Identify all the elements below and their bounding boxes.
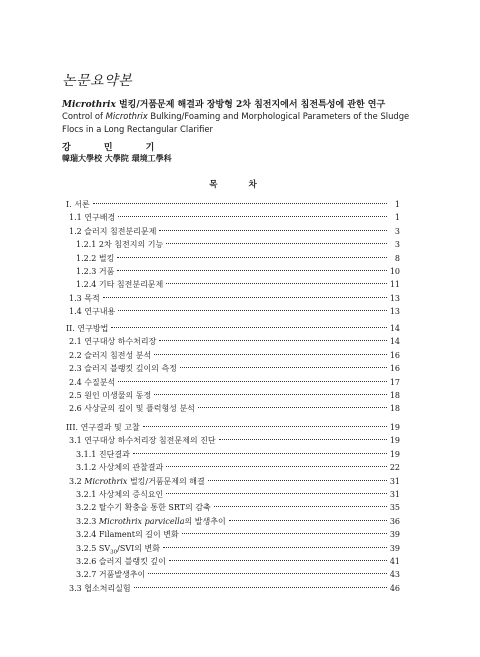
- toc-leader-dots: [133, 453, 387, 454]
- toc-page-number: 46: [389, 583, 400, 593]
- toc-leader-dots: [166, 283, 387, 284]
- toc-entry-label-sub: 30: [110, 549, 118, 556]
- toc-leader-dots: [169, 560, 387, 561]
- toc-entry-label-pre: 3.2: [69, 476, 85, 486]
- toc-entry[interactable]: [66, 461, 400, 474]
- toc-entry[interactable]: [66, 238, 400, 251]
- toc-page-number: 3: [394, 240, 400, 250]
- toc-entry-label-italic: Microthrix parvicella: [98, 516, 185, 526]
- toc-page-number: 43: [389, 570, 400, 580]
- toc-entry[interactable]: [66, 376, 400, 389]
- toc-entry[interactable]: [66, 568, 400, 581]
- toc-page-number: 17: [389, 377, 400, 387]
- toc-page-number: 22: [389, 463, 400, 473]
- toc-entry-label-post: 벌킹/거품문제의 해결: [127, 476, 205, 486]
- toc-entry[interactable]: [66, 555, 400, 568]
- toc-page-number: 39: [389, 543, 400, 553]
- korean-title-italic: Microthrix: [62, 100, 116, 110]
- toc-entry-label-post: 의 발생추이: [184, 516, 226, 526]
- korean-title-rest: 벌킹/거품문제 해결과 장방형 2차 침전지에서 침전특성에 관한 연구: [115, 100, 386, 110]
- toc-entry[interactable]: [66, 322, 400, 335]
- toc-section-3: [66, 421, 400, 595]
- toc-page-number: 16: [389, 350, 400, 360]
- toc-entry-label: 3.2.7 거품발생추이: [76, 570, 146, 580]
- english-title-line2: Flocs in a Long Rectangular Clarifier: [62, 124, 213, 134]
- toc-entry-label: 1.2.4 기타 침전분리문제: [76, 280, 164, 290]
- toc-entry[interactable]: [66, 402, 400, 415]
- toc-leader-dots: [148, 573, 387, 574]
- toc-page-number: 1: [394, 200, 400, 209]
- toc-leader-dots: [118, 216, 387, 217]
- toc-entry[interactable]: [66, 389, 400, 402]
- toc-page-number: 18: [389, 390, 400, 400]
- toc-leader-dots: [180, 367, 387, 368]
- toc-entry-label: [76, 515, 228, 528]
- toc-entry-label: III. 연구결과 및 고찰: [66, 423, 140, 432]
- toc-entry[interactable]: [66, 292, 400, 305]
- toc-leader-dots: [166, 243, 387, 244]
- toc-page-number: 16: [389, 364, 400, 374]
- toc-entry-label: 2.5 원인 미생물의 동정: [69, 390, 152, 400]
- affiliation: 韓瑞大學校 大學院 環境工學科: [62, 153, 172, 163]
- toc-entry[interactable]: [66, 515, 400, 528]
- english-title-line1: [62, 110, 412, 123]
- toc-page-number: 19: [389, 436, 400, 446]
- toc-page-number: 41: [389, 556, 400, 566]
- toc-entry-label: 1.2.1 2차 침전지의 기능: [76, 240, 164, 250]
- toc-page-number: 31: [389, 476, 400, 486]
- toc-entry-label-italic: Microthrix: [84, 476, 128, 486]
- toc-entry-label: 1.2.3 거품: [76, 266, 115, 276]
- toc-page-number: 36: [389, 516, 400, 526]
- toc-entry-label-post: /SVI의 변화: [117, 543, 160, 553]
- toc-entry[interactable]: [66, 265, 400, 278]
- toc-leader-dots: [166, 466, 387, 467]
- toc-leader-dots: [93, 203, 387, 204]
- toc-entry[interactable]: [66, 278, 400, 291]
- toc-entry[interactable]: [66, 448, 400, 461]
- toc-page-number: 14: [389, 324, 400, 333]
- toc-entry[interactable]: [66, 225, 400, 238]
- toc-page-number: 1: [394, 213, 400, 223]
- toc-entry-label: II. 연구방법: [66, 324, 109, 333]
- toc-entry-label: 3.1.2 사상체의 관찰결과: [76, 463, 164, 473]
- page-header: 논문요약본: [62, 73, 133, 89]
- toc-page-number: 3: [394, 226, 400, 236]
- toc-entry[interactable]: [66, 501, 400, 514]
- toc-page-number: 14: [389, 337, 400, 347]
- toc-entry-label: 3.2.1 사상체의 증식요인: [76, 489, 164, 499]
- toc-entry[interactable]: [66, 475, 400, 488]
- toc-leader-dots: [117, 270, 386, 271]
- toc-page-number: 35: [389, 503, 400, 513]
- english-title-line1-pre: Control of: [62, 111, 106, 121]
- toc-entry-label: 2.6 사상균의 길이 및 플럭형성 분석: [69, 404, 195, 414]
- toc-entry-label: 2.3 슬러지 블랭킷 깊이의 측정: [69, 364, 177, 374]
- toc-entry-label: 2.4 수질분석: [69, 377, 116, 387]
- toc-entry[interactable]: [66, 434, 400, 447]
- english-title-line1-post: Bulking/Foaming and Morphological Parameters of the Sludge: [147, 111, 410, 121]
- toc-entry[interactable]: [66, 305, 400, 318]
- toc-leader-dots: [154, 394, 387, 395]
- toc-entry-label: [69, 475, 207, 488]
- toc-heading: 목 차: [209, 180, 271, 190]
- toc-entry-label: 3.3 협소처리실험: [69, 583, 131, 593]
- toc-entry-label-pre: 3.2.3: [76, 516, 99, 526]
- toc-entry[interactable]: [66, 582, 400, 595]
- toc-entry-label: 1.2 슬러지 침전분리문제: [69, 226, 157, 236]
- toc-page-number: 13: [389, 293, 400, 303]
- toc-entry-label: 2.2 슬러지 침전성 분석: [69, 350, 152, 360]
- toc-page-number: 39: [389, 530, 400, 540]
- toc-leader-dots: [182, 533, 387, 534]
- toc-page-number: 18: [389, 404, 400, 414]
- toc-leader-dots: [214, 506, 387, 507]
- toc-page-number: 11: [389, 280, 400, 290]
- toc-leader-dots: [111, 327, 386, 328]
- toc-leader-dots: [208, 480, 387, 481]
- toc-page-number: 19: [389, 449, 400, 459]
- toc-entry-label: 3.1 연구대상 하수처리장 침전문제의 진단: [69, 436, 216, 446]
- toc-section-2: [66, 322, 400, 416]
- toc-entry[interactable]: [66, 542, 400, 555]
- toc-leader-dots: [219, 439, 387, 440]
- toc-entry[interactable]: [66, 198, 400, 211]
- toc-entry-label: 3.2.2 탈수기 확충을 통한 SRT의 감축: [76, 503, 211, 513]
- toc-entry[interactable]: [66, 335, 400, 348]
- toc-leader-dots: [103, 297, 387, 298]
- toc-page-number: 19: [389, 423, 400, 432]
- toc-page-number: 31: [389, 489, 400, 499]
- toc-entry-label: 3.1.1 진단결과: [76, 449, 130, 459]
- toc-leader-dots: [159, 230, 387, 231]
- toc-entry[interactable]: [66, 488, 400, 501]
- toc-entry-label: 3.2.4 Filament의 길이 변화: [76, 530, 179, 540]
- english-title-line1-italic: Microthrix: [105, 111, 148, 121]
- toc-entry[interactable]: [66, 421, 400, 434]
- toc-entry[interactable]: [66, 362, 400, 375]
- toc-entry[interactable]: [66, 252, 400, 265]
- toc-leader-dots: [159, 340, 386, 341]
- toc-page-number: 10: [389, 266, 400, 276]
- toc-leader-dots: [198, 407, 387, 408]
- toc-entry-label: 1.3 목적: [69, 293, 100, 303]
- toc-leader-dots: [118, 381, 387, 382]
- toc-leader-dots: [118, 310, 387, 311]
- toc-entry[interactable]: [66, 528, 400, 541]
- toc-leader-dots: [163, 547, 387, 548]
- toc-leader-dots: [166, 493, 387, 494]
- toc-leader-dots: [154, 354, 387, 355]
- toc-entry-label: 1.2.2 벌킹: [76, 253, 115, 263]
- toc-entry-label-pre: 3.2.5 SV: [76, 543, 111, 553]
- toc-entry[interactable]: [66, 211, 400, 224]
- english-title: [62, 110, 412, 136]
- toc-entry-label: 1.1 연구배경: [69, 213, 116, 223]
- toc-leader-dots: [143, 426, 387, 427]
- toc-entry-label: 1.4 연구내용: [69, 307, 116, 317]
- toc-entry-label: I. 서론: [66, 200, 90, 209]
- toc-entry-label: 2.1 연구대상 하수처리장: [69, 337, 157, 347]
- toc-leader-dots: [117, 257, 387, 258]
- korean-title: [62, 97, 422, 110]
- toc-section-1: [66, 198, 400, 319]
- toc-leader-dots: [229, 520, 387, 521]
- author-name: 강 민 기: [62, 143, 170, 153]
- toc-entry[interactable]: [66, 349, 400, 362]
- toc-page-number: 8: [394, 253, 400, 263]
- toc-page-number: 13: [389, 307, 400, 317]
- toc-entry-label: 3.2.6 슬러지 블랭킷 깊이: [76, 556, 166, 566]
- toc-leader-dots: [134, 587, 387, 588]
